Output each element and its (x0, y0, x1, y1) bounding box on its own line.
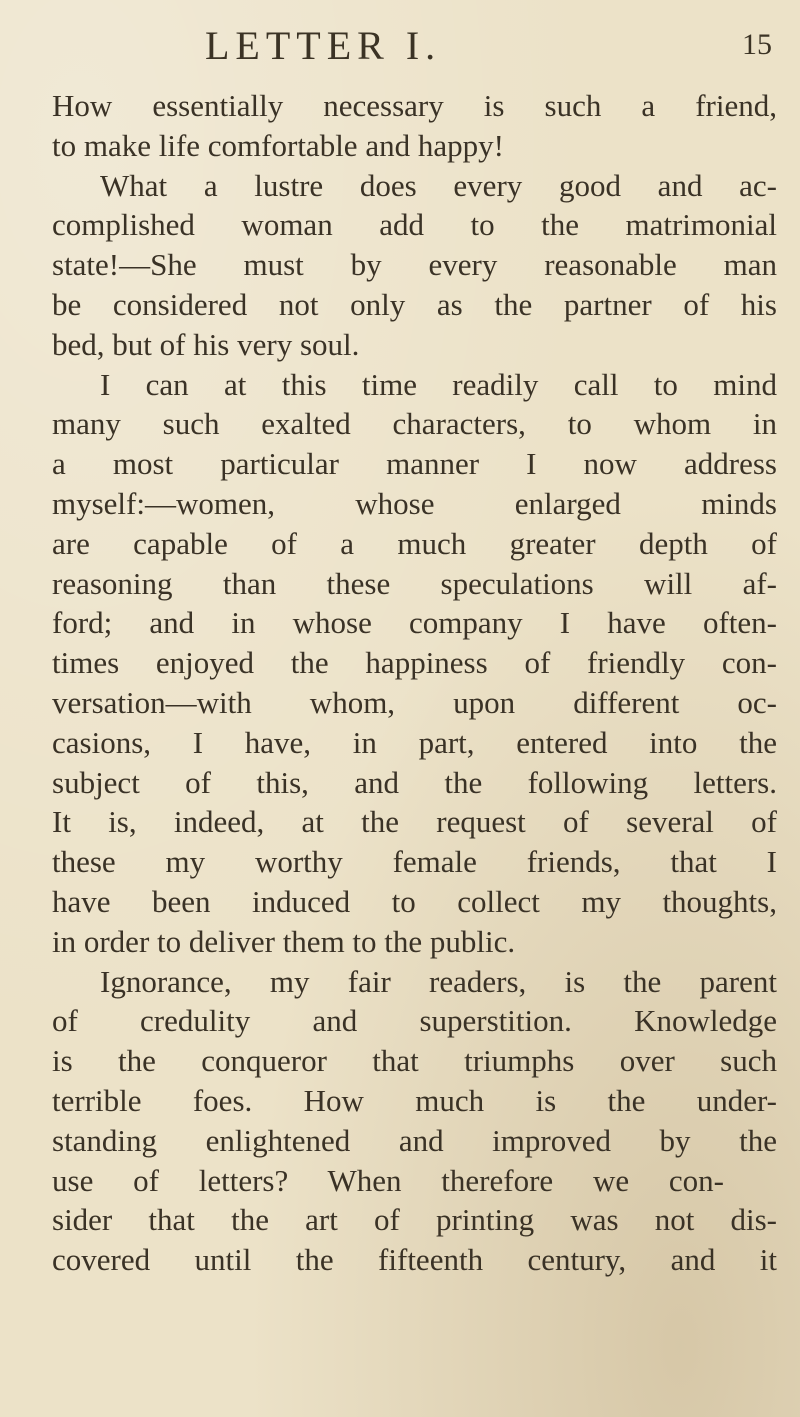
text-line: standing enlightened and improved by the (52, 1122, 777, 1158)
text-line: are capable of a much greater depth of (52, 525, 777, 561)
text-line: of credulity and superstition. Knowledge (52, 1003, 777, 1039)
text-line: casions, I have, in part, entered into the (52, 724, 777, 760)
text-line: many such exalted characters, to whom in (52, 406, 777, 442)
page-number: 15 (742, 28, 772, 61)
text-line: sider that the art of printing was not dis- (52, 1202, 777, 1238)
text-line: versation—with whom, upon different oc- (52, 684, 777, 720)
text-line: It is, indeed, at the request of several of (52, 804, 777, 840)
text-line: reasoning than these speculations will af- (52, 565, 777, 601)
text-line: complished woman add to the matrimonial (52, 207, 777, 243)
text-line: How essentially necessary is such a friend, (52, 88, 777, 123)
text-line: state!—She must by every reasonable man (52, 247, 777, 283)
text-line: terrible foes. How much is the under- (52, 1082, 777, 1118)
text-line: is the conqueror that triumphs over such (52, 1043, 777, 1079)
text-line: a most particular manner I now address (52, 446, 777, 482)
text-line: be considered not only as the partner of his (52, 286, 777, 322)
running-head: LETTER I. (205, 23, 442, 68)
text-line: times enjoyed the happiness of friendly con- (52, 645, 777, 681)
text-line: to make life comfortable and happy! (52, 127, 504, 163)
text-line: use of letters? When therefore we con- (52, 1162, 724, 1198)
text-line: in order to deliver them to the public. (52, 923, 516, 959)
body-text (52, 86, 777, 1280)
text-line: myself:—women, whose enlarged minds (52, 485, 777, 521)
page-header (0, 22, 800, 82)
text-line: bed, but of his very soul. (52, 326, 360, 362)
text-line: What a lustre does every good and ac- (100, 167, 777, 203)
text-line: covered until the fifteenth century, and it (52, 1242, 777, 1278)
text-line: Ignorance, my fair readers, is the parent (100, 963, 777, 999)
text-line: ford; and in whose company I have often- (52, 605, 777, 641)
text-line: these my worthy female friends, that I (52, 844, 777, 880)
text-line: I can at this time readily call to mind (100, 366, 777, 402)
text-line: subject of this, and the following letters. (52, 764, 777, 800)
text-line: have been induced to collect my thoughts, (52, 883, 777, 919)
